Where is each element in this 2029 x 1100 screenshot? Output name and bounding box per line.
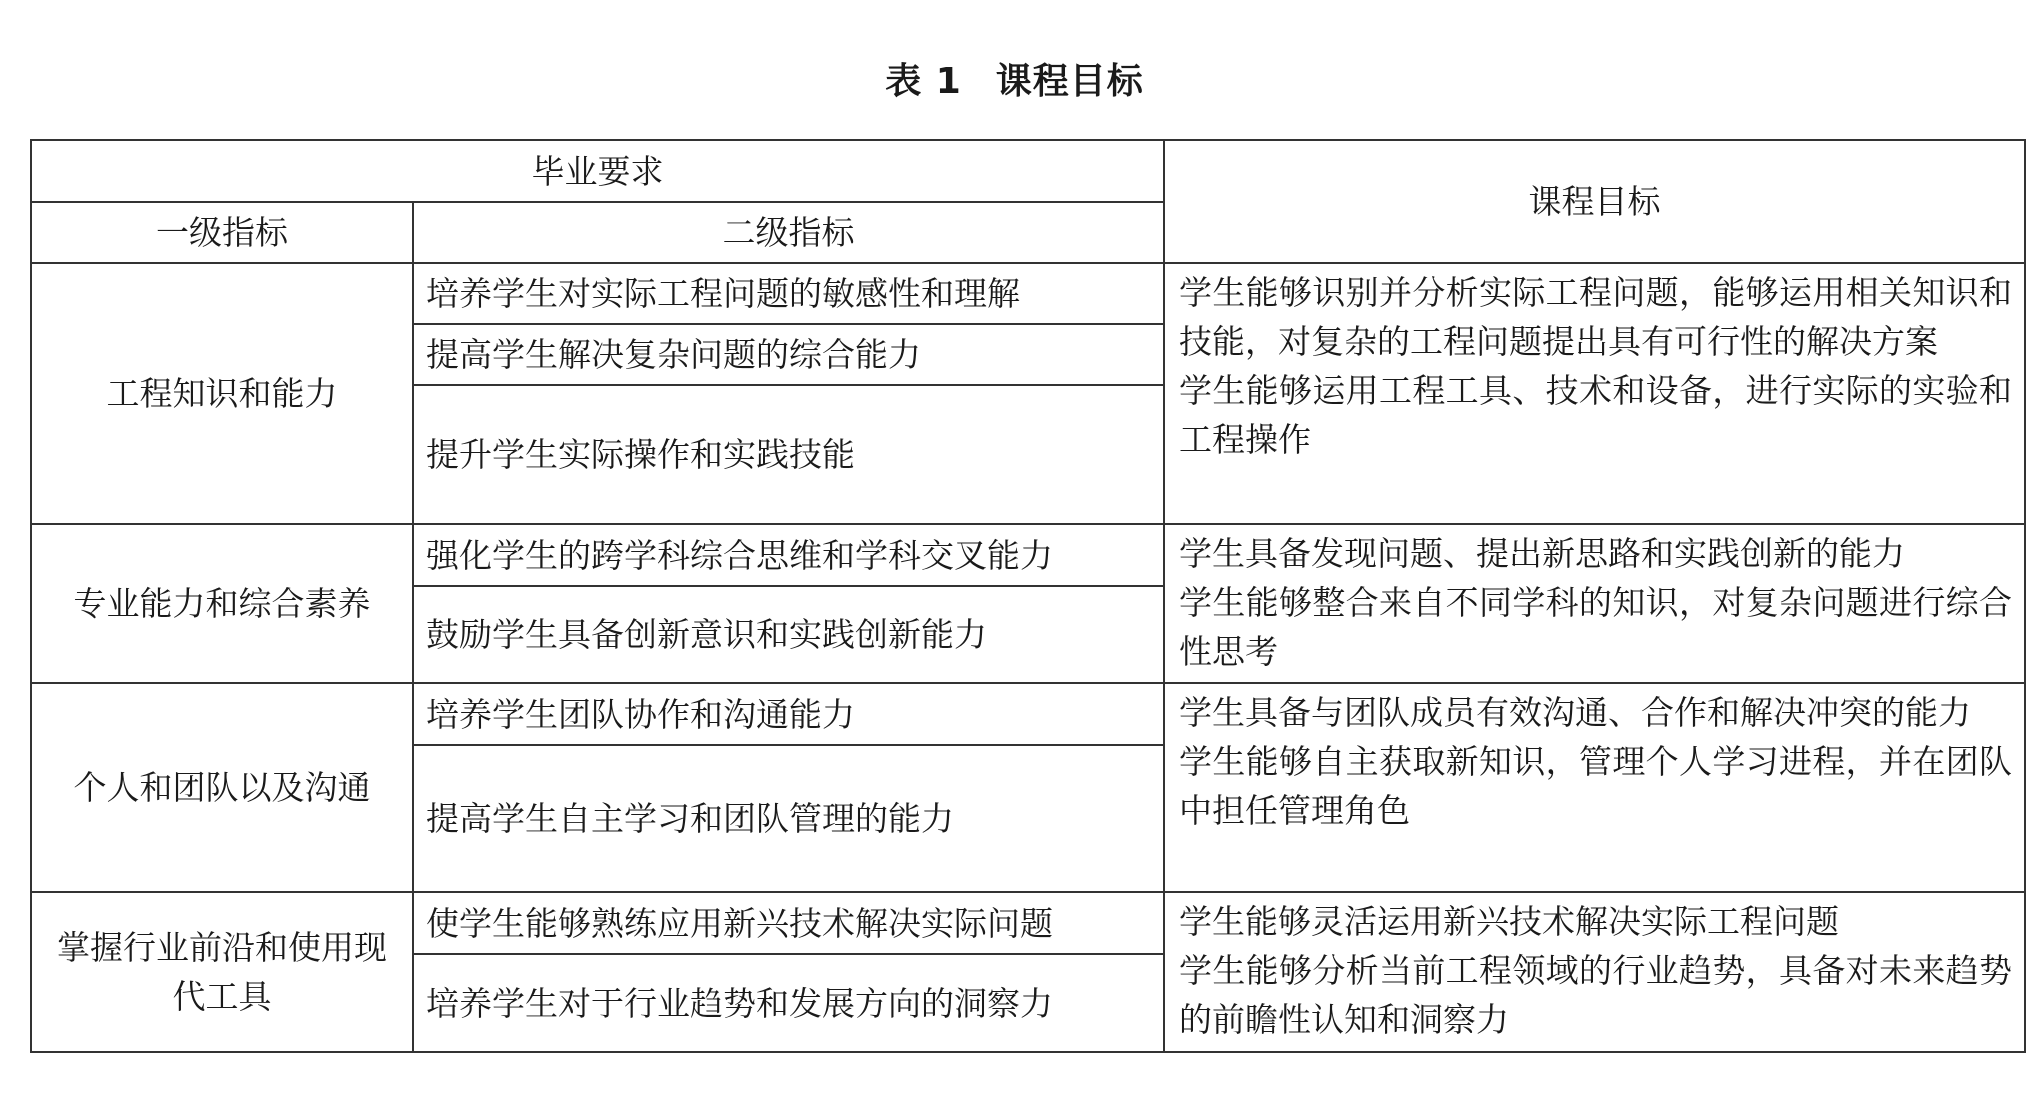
table-caption [0,56,2029,108]
level2-cell: 使学生能够熟练应用新兴技术解决实际问题 [413,892,1164,954]
goal-cell [1164,263,2025,524]
table-number: 表 1 [885,61,962,102]
header-course-goals: 课程目标 [1164,140,2025,263]
table-row [31,892,2025,954]
goal-text: 学生能够灵活运用新兴技术解决实际工程问题 [1179,902,1839,941]
goal-text: 学生能够自主获取新知识，管理个人学习进程，并在团队中担任管理角色 [1179,742,2012,830]
goal-text: 学生能够运用工程工具、技术和设备，进行实际的实验和工程操作 [1179,371,2012,459]
table-row [31,524,2025,586]
level2-cell: 培养学生对于行业趋势和发展方向的洞察力 [413,954,1164,1052]
header-graduation-requirements: 毕业要求 [31,140,1164,202]
level1-cell: 工程知识和能力 [31,263,413,524]
level1-cell: 掌握行业前沿和使用现代工具 [31,892,413,1052]
level2-cell: 提升学生实际操作和实践技能 [413,385,1164,524]
goal-text: 学生具备与团队成员有效沟通、合作和解决冲突的能力 [1179,693,1971,732]
header-level2: 二级指标 [413,202,1164,263]
level2-cell: 强化学生的跨学科综合思维和学科交叉能力 [413,524,1164,586]
level2-cell: 培养学生对实际工程问题的敏感性和理解 [413,263,1164,324]
level2-cell: 培养学生团队协作和沟通能力 [413,683,1164,745]
level2-cell: 提高学生解决复杂问题的综合能力 [413,324,1164,385]
header-row-1 [31,140,2025,202]
table-title: 课程目标 [995,61,1144,102]
course-goals-table [30,139,2026,1053]
header-level1: 一级指标 [31,202,413,263]
goal-text: 学生能够识别并分析实际工程问题，能够运用相关知识和技能，对复杂的工程问题提出具有可行性的解决方案 [1179,273,2012,361]
goal-text: 学生能够整合来自不同学科的知识，对复杂问题进行综合性思考 [1179,583,2012,671]
goal-cell [1164,524,2025,683]
goal-text: 学生能够分析当前工程领域的行业趋势，具备对未来趋势的前瞻性认知和洞察力 [1179,951,2012,1039]
level2-cell: 鼓励学生具备创新意识和实践创新能力 [413,586,1164,683]
table-row [31,263,2025,324]
level1-cell: 个人和团队以及沟通 [31,683,413,892]
goal-cell [1164,683,2025,892]
goal-cell [1164,892,2025,1052]
goal-text: 学生具备发现问题、提出新思路和实践创新的能力 [1179,534,1905,573]
level1-cell: 专业能力和综合素养 [31,524,413,683]
table-row [31,683,2025,745]
level2-cell: 提高学生自主学习和团队管理的能力 [413,745,1164,892]
